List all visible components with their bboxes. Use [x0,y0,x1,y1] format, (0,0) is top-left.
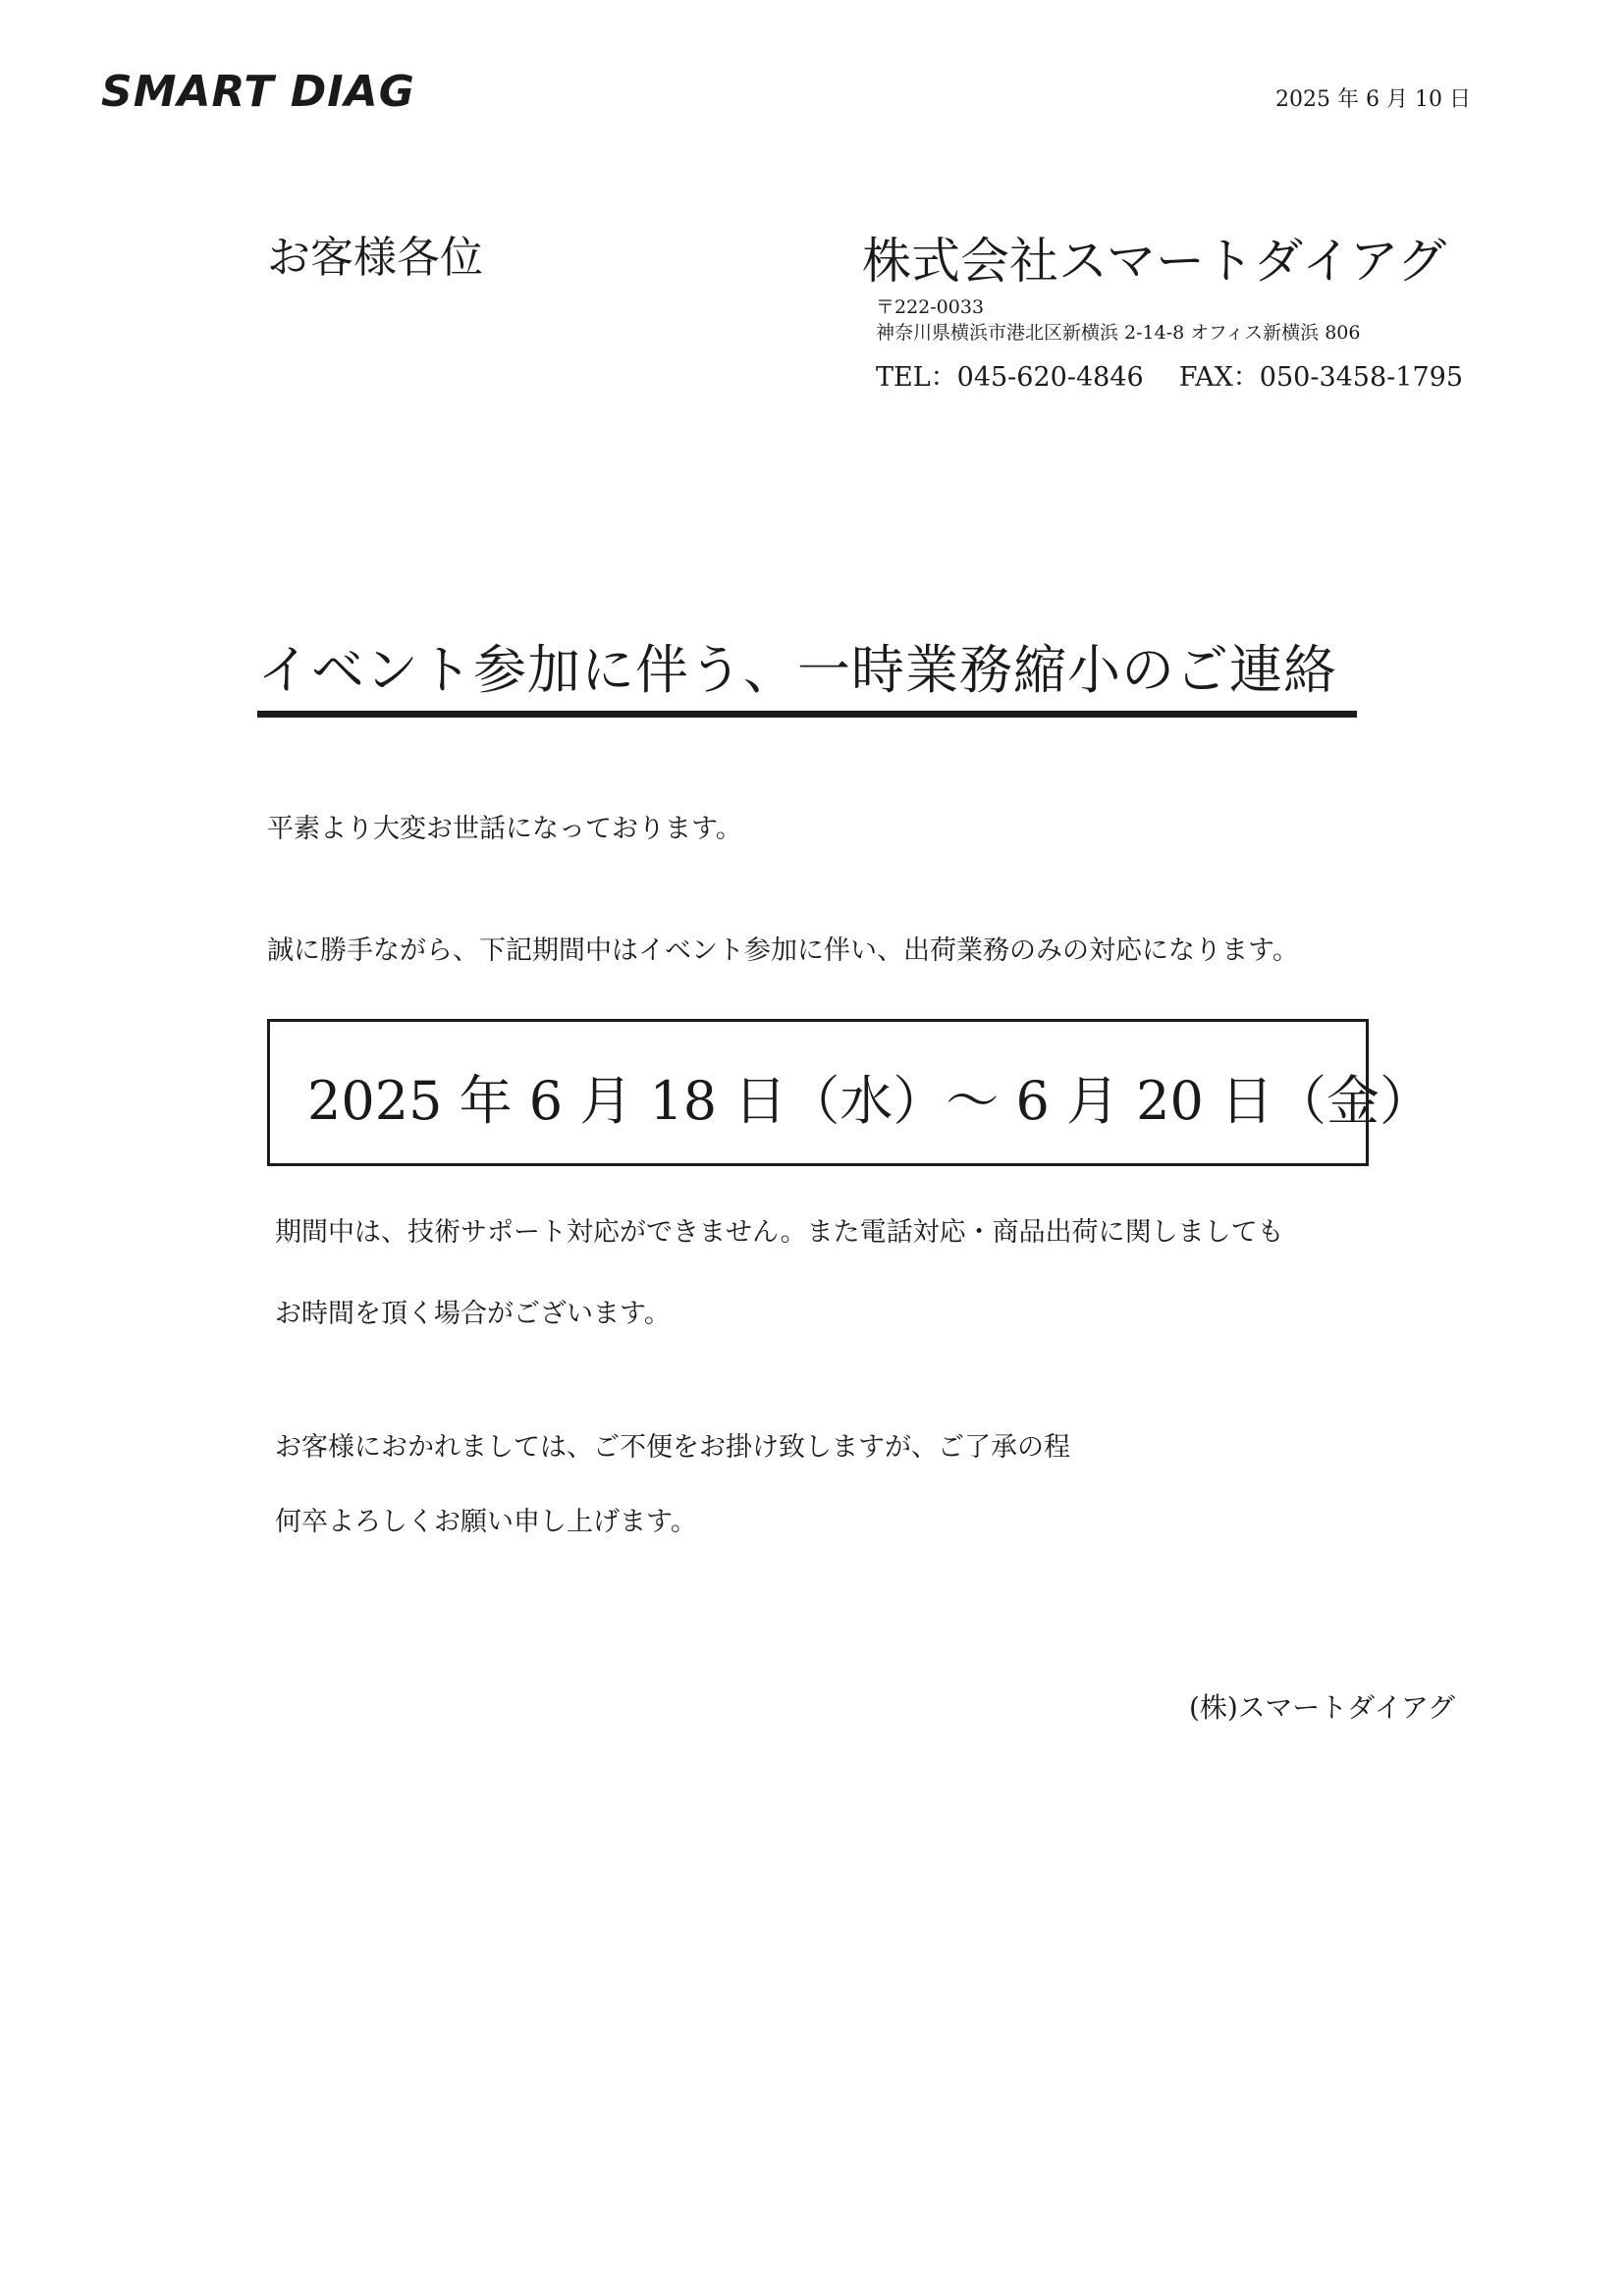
company-logo: SMART DIAG [101,67,415,117]
intro-paragraph: 誠に勝手ながら、下記期間中はイベント参加に伴い、出荷業務のみの対応になります。 [267,935,1299,966]
sender-fax: FAX：050-3458-1795 [1178,362,1464,393]
title-underline [257,711,1357,718]
sender-contact [876,355,1463,394]
recipient-salutation: お客様各位 [267,233,483,283]
sender-address: 神奈川県横浜市港北区新横浜 2-14-8 オフィス新横浜 806 [876,322,1361,344]
signature: (株)スマートダイアグ [1188,1691,1455,1724]
document-date: 2025 年 6 月 10 日 [1275,87,1471,112]
period-dates: 2025 年 6 月 18 日（水）～ 6 月 20 日（金） [307,1070,1434,1132]
notice-title: イベント参加に伴う、一時業務縮小のご連絡 [257,639,1337,701]
sender-postal-code: 〒222-0033 [876,296,985,318]
closing-line-2: 何卒よろしくお願い申し上げます。 [275,1507,697,1537]
period-box [267,1019,1434,1166]
greeting-paragraph: 平素より大変お世話になっております。 [267,814,742,844]
sender-tel: TEL：045-620-4846 [876,362,1144,393]
sender-company-name: 株式会社スマートダイアグ [862,233,1446,290]
detail-line-2: お時間を頂く場合がございます。 [275,1299,671,1329]
closing-line-1: お客様におかれましては、ご不便をお掛け致しますが、ご了承の程 [275,1432,1070,1463]
detail-line-1: 期間中は、技術サポート対応ができません。また電話対応・商品出荷に関しましても [275,1217,1284,1248]
